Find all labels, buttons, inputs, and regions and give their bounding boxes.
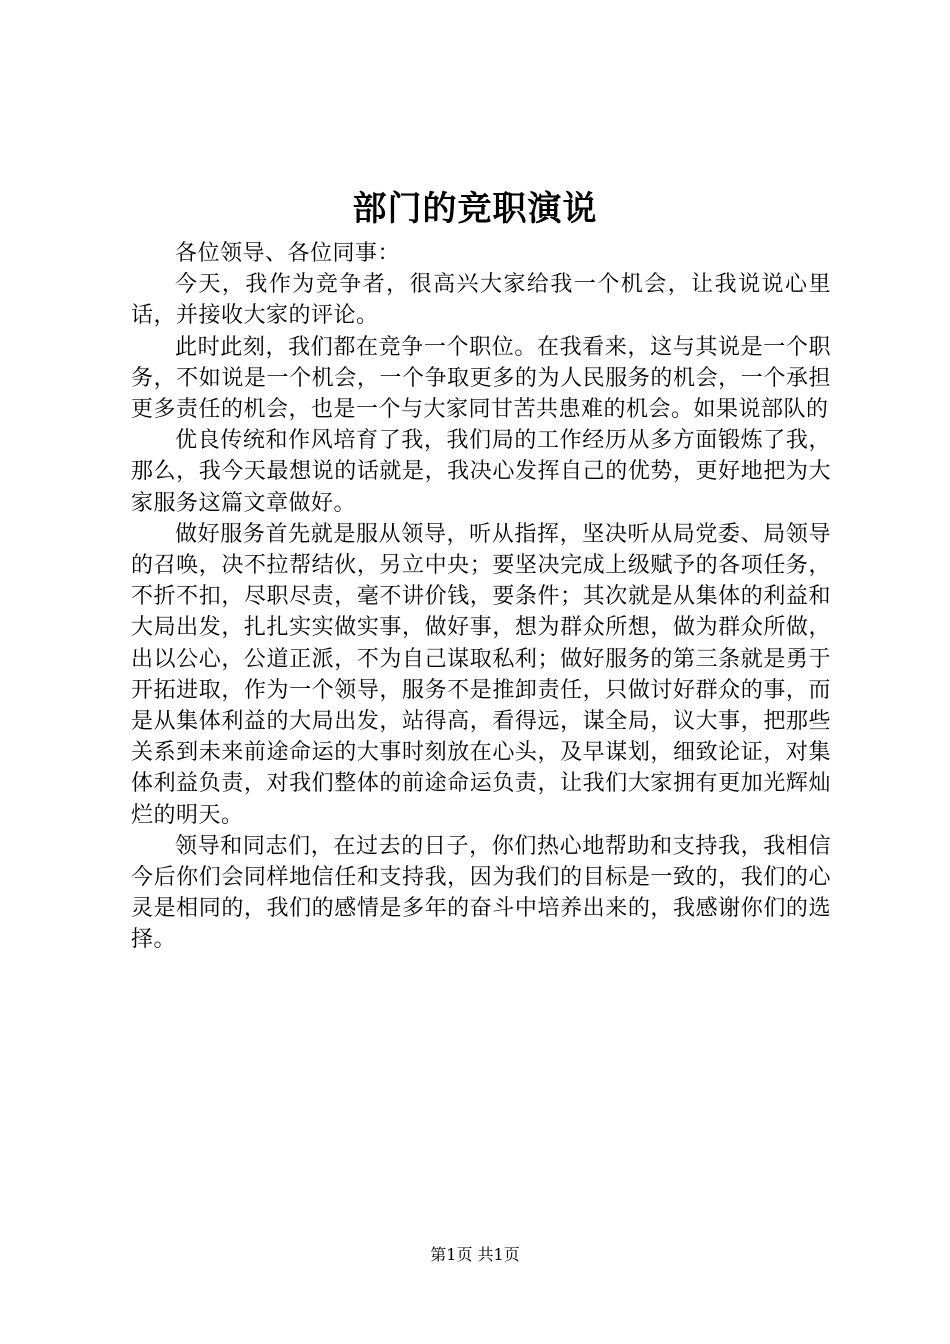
body-paragraph: 做好服务首先就是服从领导，听从指挥，坚决听从局党委、局领导的召唤，决不拉帮结伙，另立中央；要坚决完成上级赋予的各项任务，不折不扣，尽职尽责，毫不讲价钱，要条件；其次就是从集体的利益和大局出发，扎扎实实做实事，做好事，想为群众所想，做为群众所做，出以公心，公道正派，不为自己谋取私利；做好服务的第三条就是勇于开拓进取，作为一个领导，服务不是推卸责任，只做讨好群众的事，而是从集体利益的大局出发，站得高，看得远，谋全局，议大事，把那些关系到未来前途命运的大事时刻放在心头，及早谋划，细致论证，对集体利益负责，对我们整体的前途命运负责，让我们大家拥有更加光辉灿烂的明天。 <box>131 521 831 828</box>
salutation-paragraph: 各位领导、各位同事： <box>175 241 401 266</box>
document-body <box>131 238 831 956</box>
page-title: 部门的竞职演说 <box>352 189 598 229</box>
page-number-footer: 第1页 共1页 <box>430 1245 520 1264</box>
body-paragraph: 优良传统和作风培育了我，我们局的工作经历从多方面锻炼了我，那么，我今天最想说的话就是，我决心发挥自己的优势，更好地把为大家服务这篇文章做好。 <box>131 428 831 516</box>
closing-paragraph: 领导和同志们，在过去的日子，你们热心地帮助和支持我，我相信今后你们会同样地信任和支持我，因为我们的目标是一致的，我们的心灵是相同的，我们的感情是多年的奋斗中培养出来的，我感谢你们的选择。 <box>131 833 831 953</box>
body-paragraph: 此时此刻，我们都在竞争一个职位。在我看来，这与其说是一个职务，不如说是一个机会，一个争取更多的为人民服务的机会，一个承担更多责任的机会，也是一个与大家同甘苦共患难的机会。如果说部队的 <box>131 334 831 423</box>
body-paragraph: 今天，我作为竞争者，很高兴大家给我一个机会，让我说说心里话，并接收大家的评论。 <box>131 272 831 329</box>
